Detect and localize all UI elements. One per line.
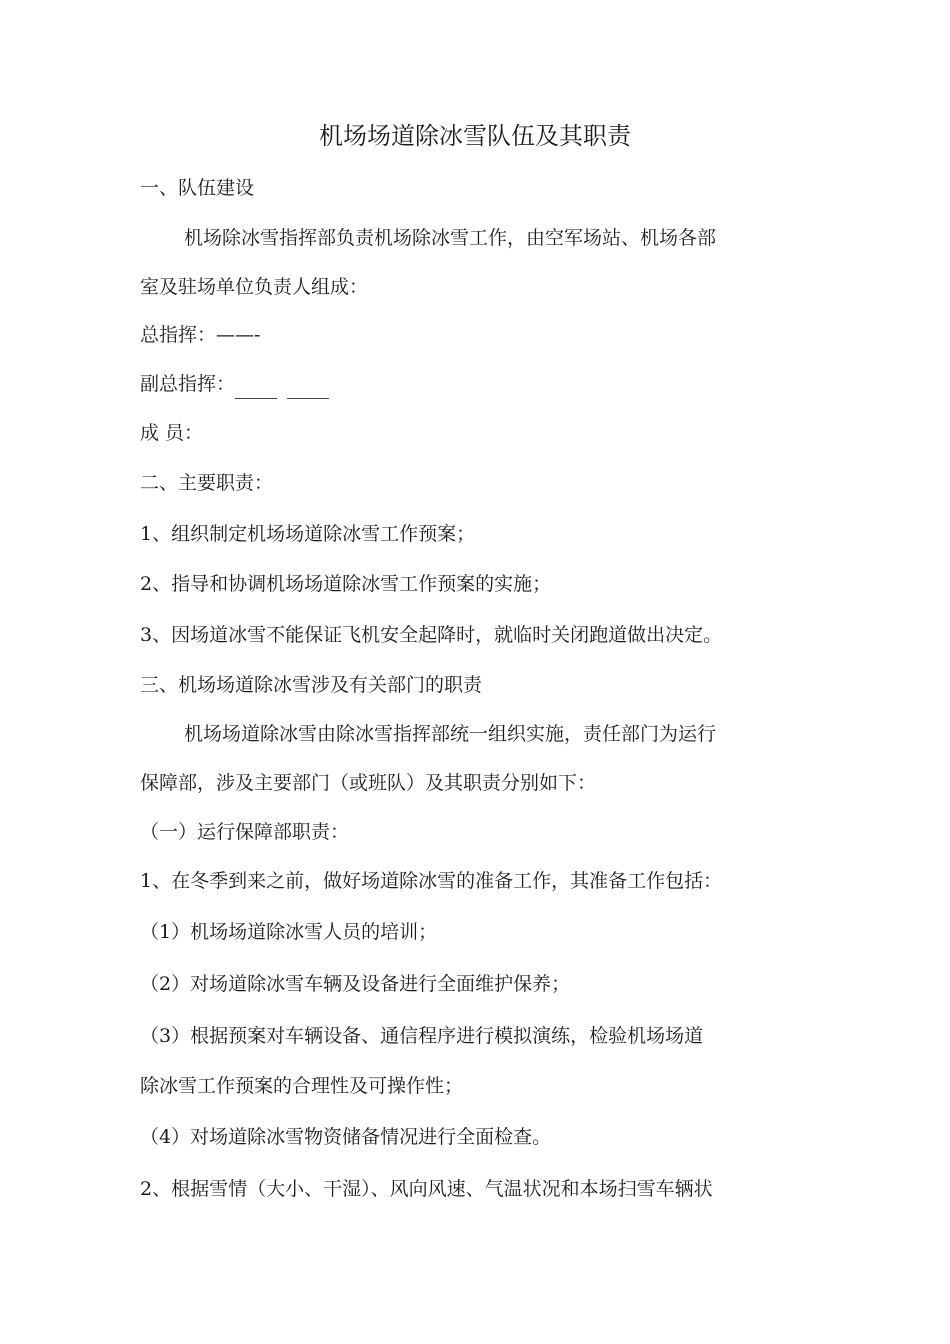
deputy-commander-label: 副总指挥： [140,373,236,395]
list-item: 1、在冬季到来之前，做好场道除冰雪的准备工作，其准备工作包括： [140,870,723,892]
list-item: （3）根据预案对车辆设备、通信程序进行模拟演练，检验机场场道 [140,1025,704,1047]
section-heading-3: 三、机场场道除冰雪涉及有关部门的职责 [140,674,483,696]
members-line: 成 员： [140,422,204,444]
blank-underline [287,378,329,399]
deputy-commander-line [140,369,339,399]
list-item: 1、组织制定机场场道除冰雪工作预案； [140,523,476,545]
commander-line: 总指挥：——- [140,324,261,346]
paragraph-line: 室及驻场单位负责人组成： [140,276,369,298]
document-title: 机场场道除冰雪队伍及其职责 [319,122,631,150]
subsection-heading: （一）运行保障部职责： [140,821,350,843]
paragraph-line: 除冰雪工作预案的合理性及可操作性； [140,1075,464,1097]
list-item: 2、根据雪情（大小、干湿）、风向风速、气温状况和本场扫雪车辆状 [140,1178,713,1200]
section-heading-2: 二、主要职责： [140,472,274,494]
paragraph-line: 机场场道除冰雪由除冰雪指挥部统一组织实施，责任部门为运行 [184,723,717,745]
paragraph-line: 保障部，涉及主要部门（或班队）及其职责分别如下： [140,772,597,794]
blank-underline [235,378,277,399]
section-heading-1: 一、队伍建设 [140,177,255,199]
list-item: 3、因场道冰雪不能保证飞机安全起降时，就临时关闭跑道做出决定。 [140,624,723,646]
list-item: （1）机场场道除冰雪人员的培训； [140,921,438,943]
list-item: （2）对场道除冰雪车辆及设备进行全面维护保养； [140,973,571,995]
list-item: （4）对场道除冰雪物资储备情况进行全面检查。 [140,1126,552,1148]
list-item: 2、指导和协调机场场道除冰雪工作预案的实施； [140,573,552,595]
paragraph-line: 机场除冰雪指挥部负责机场除冰雪工作，由空军场站、机场各部 [184,227,717,249]
